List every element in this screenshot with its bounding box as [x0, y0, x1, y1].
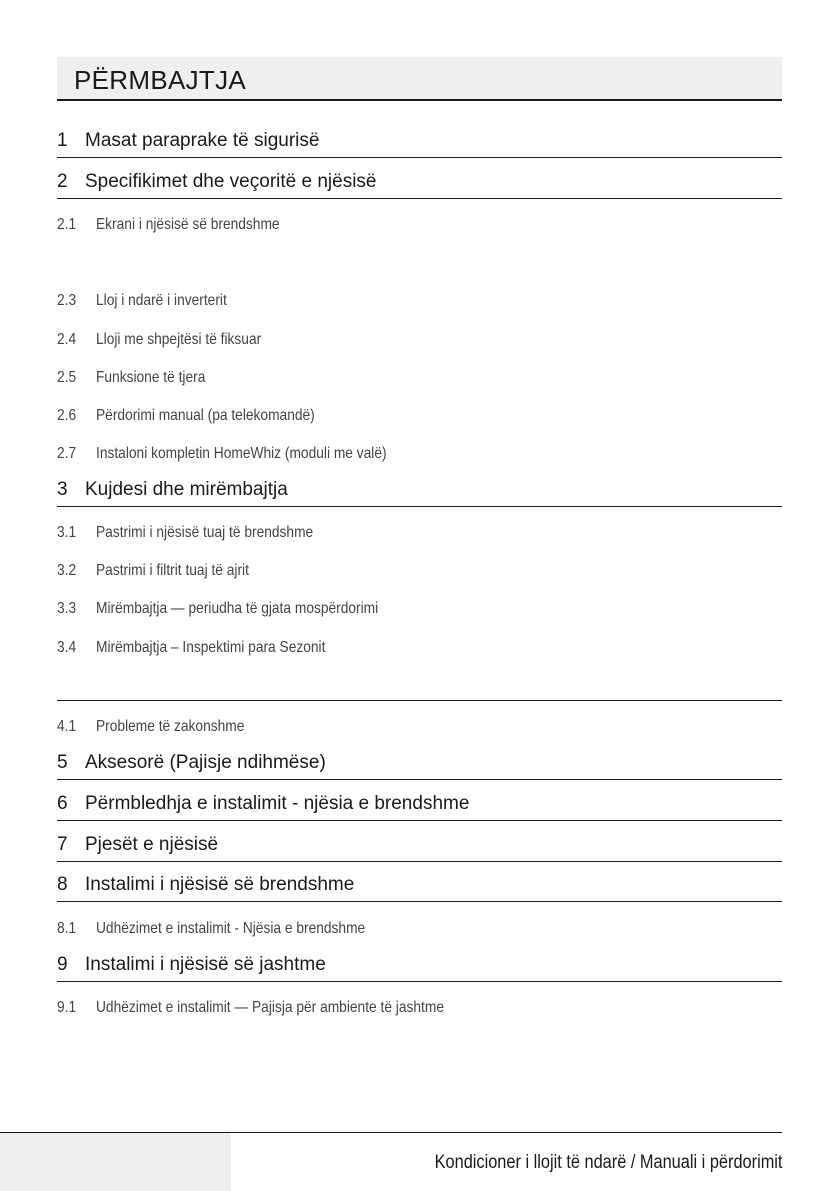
page-title: PËRMBAJTJA: [74, 65, 247, 95]
toc-section-6[interactable]: [57, 787, 782, 821]
toc-section-7[interactable]: [57, 828, 782, 862]
toc-section-number: 5: [57, 752, 68, 773]
footer-tab: [0, 1133, 231, 1191]
toc-subsection-number: 2.5: [57, 369, 77, 386]
toc-subsection-3-4[interactable]: [57, 639, 782, 663]
toc-subsection-4-1[interactable]: [57, 718, 782, 742]
toc-section-label: Masat paraprake të sigurisë: [85, 130, 320, 151]
toc-subsection-2-5[interactable]: [57, 369, 782, 393]
toc-subsection-number: 3.2: [57, 562, 77, 579]
toc-section-label: Instalimi i njësisë së jashtme: [85, 954, 326, 975]
toc-section-number: 1: [57, 130, 68, 151]
toc-section-label: Specifikimet dhe veçoritë e njësisë: [85, 171, 377, 192]
toc-subsection-8-1[interactable]: [57, 920, 782, 944]
toc-subsection-number: 2.6: [57, 407, 77, 424]
toc-subsection-2-6[interactable]: [57, 407, 782, 431]
toc-subsection-2-7[interactable]: [57, 445, 782, 469]
contents-header: [57, 57, 782, 101]
toc-section-label: Instalimi i njësisë së brendshme: [85, 874, 355, 895]
toc-section-label: Pjesët e njësisë: [85, 834, 219, 855]
toc-section-label: Kujdesi dhe mirëmbajtja: [85, 479, 288, 500]
toc-section-number: 2: [57, 171, 68, 192]
toc-subsection-9-1[interactable]: [57, 999, 782, 1023]
toc-subsection-3-1[interactable]: [57, 524, 782, 548]
toc-subsection-number: 3.1: [57, 524, 77, 541]
toc-subsection-label: Udhëzimet e instalimit - Njësia e brendshme: [96, 920, 366, 937]
toc-section-number: 3: [57, 479, 68, 500]
toc-subsection-2-4[interactable]: [57, 331, 782, 355]
toc-section-9[interactable]: [57, 948, 782, 982]
toc-subsection-label: Funksione të tjera: [96, 369, 206, 386]
toc-subsection-label: Përdorimi manual (pa telekomandë): [96, 407, 315, 424]
toc-subsection-label: Instaloni kompletin HomeWhiz (moduli me valë): [96, 445, 387, 462]
toc-section-1[interactable]: [57, 124, 782, 158]
toc-subsection-label: Mirëmbajtja — periudha të gjata mospërdorimi: [96, 600, 379, 617]
toc-section-3[interactable]: [57, 473, 782, 507]
toc-section-label: Aksesorë (Pajisje ndihmëse): [85, 752, 326, 773]
toc-subsection-label: Udhëzimet e instalimit — Pajisja për ambiente të jashtme: [96, 999, 444, 1016]
footer-manual-title: Kondicioner i llojit të ndarë / Manuali i përdorimit: [434, 1152, 782, 1173]
toc-section-2[interactable]: [57, 165, 782, 199]
toc-subsection-number: 2.4: [57, 331, 77, 348]
toc-subsection-label: Pastrimi i filtrit tuaj të ajrit: [96, 562, 249, 579]
toc-section-number: 8: [57, 874, 68, 895]
toc-subsection-number: 2.1: [57, 216, 77, 233]
toc-subsection-number: 8.1: [57, 920, 77, 937]
toc-section-label: Përmbledhja e instalimit - njësia e brendshme: [85, 793, 470, 814]
toc-subsection-label: Mirëmbajtja – Inspektimi para Sezonit: [96, 639, 326, 656]
toc-subsection-number: 2.3: [57, 292, 77, 309]
toc-section-8[interactable]: [57, 868, 782, 902]
toc-subsection-number: 3.4: [57, 639, 77, 656]
toc-section-4-rule: [57, 700, 782, 701]
toc-subsection-3-3[interactable]: [57, 600, 782, 624]
toc-subsection-number: 4.1: [57, 718, 77, 735]
toc-subsection-label: Ekrani i njësisë së brendshme: [96, 216, 280, 233]
toc-subsection-label: Pastrimi i njësisë tuaj të brendshme: [96, 524, 314, 541]
toc-subsection-label: Lloji me shpejtësi të fiksuar: [96, 331, 262, 348]
toc-section-number: 6: [57, 793, 68, 814]
toc-section-number: 7: [57, 834, 68, 855]
toc-subsection-number: 3.3: [57, 600, 77, 617]
toc-subsection-3-2[interactable]: [57, 562, 782, 586]
toc-subsection-label: Lloj i ndarë i inverterit: [96, 292, 227, 309]
toc-subsection-2-3[interactable]: [57, 292, 782, 316]
toc-subsection-label: Probleme të zakonshme: [96, 718, 245, 735]
toc-section-number: 9: [57, 954, 68, 975]
toc-section-5[interactable]: [57, 746, 782, 780]
toc-subsection-number: 2.7: [57, 445, 77, 462]
toc-subsection-number: 9.1: [57, 999, 77, 1016]
toc-subsection-2-1[interactable]: [57, 216, 782, 240]
